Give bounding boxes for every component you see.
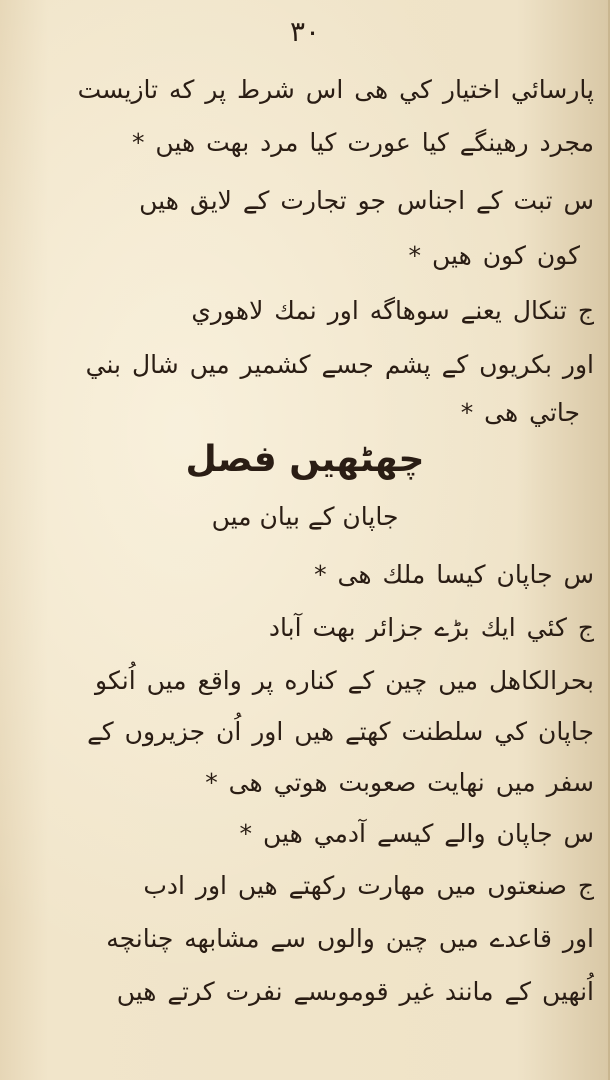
- text-line: اور بكريوں كے پشم جسے كشمير ميں شال بني: [85, 350, 594, 379]
- text-line: س جاپان والے كيسے آدمي هيں *: [239, 819, 594, 848]
- page-number: ۳۰: [289, 15, 321, 48]
- text-line: ج كئي ايك بڑے جزائر بهت آباد: [268, 613, 594, 642]
- text-line: كون كون هيں *: [408, 241, 580, 270]
- text-line: ج تنكال يعنے سوهاگه اور نمك لاهوري: [191, 296, 594, 325]
- section-subtitle: جاپان كے بيان ميں: [211, 502, 399, 531]
- text-line: پارسائي اختيار كي هی اس شرط پر كه تازيست: [77, 75, 594, 104]
- text-line: بحرالكاهل ميں چين كے كناره پر واقع ميں اُنكو: [95, 666, 594, 695]
- text-line: مجرد رهينگے كيا عورت كيا مرد بهت هيں *: [131, 128, 594, 157]
- text-line: جاپان كي سلطنت كهتے هيں اور اُن جزيروں كے: [87, 717, 594, 746]
- text-line: اُنهيں كے مانند غير قوموںسے نفرت كرتے هيں: [116, 977, 594, 1006]
- text-line: ج صنعتوں ميں مهارت ركهتے هيں اور ادب: [143, 871, 594, 900]
- text-line: سفر ميں نهايت صعوبت هوتي هی *: [205, 768, 594, 797]
- section-title: چهٹهيں فصل: [185, 439, 425, 480]
- text-line: اور قاعدے ميں چين والوں سے مشابهه چنانچه: [106, 924, 594, 953]
- text-line: س تبت كے اجناس جو تجارت كے لايق هيں: [139, 186, 594, 215]
- text-line: جاتي هی *: [460, 398, 580, 427]
- text-line: س جاپان كيسا ملك هی *: [314, 560, 594, 589]
